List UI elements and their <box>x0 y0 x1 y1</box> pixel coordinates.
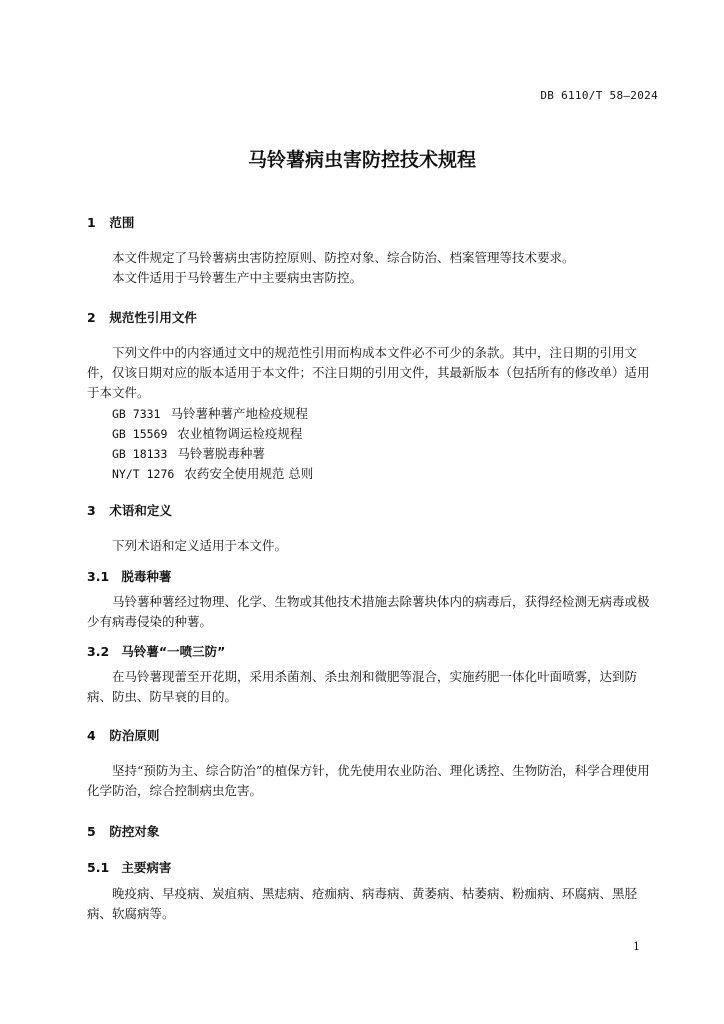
section-5-heading <box>87 822 159 840</box>
reference-code: NY/T 1276 <box>112 467 175 481</box>
term-title: 马铃薯“一喷三防” <box>121 644 226 659</box>
section-3-paragraph-1: 下列术语和定义适用于本文件。 <box>112 538 288 553</box>
section-title: 防控对象 <box>109 824 160 839</box>
standard-code: DB 6110/T 58—2024 <box>540 89 658 102</box>
section-number: 3 <box>87 503 96 518</box>
reference-item <box>112 424 302 442</box>
section-title: 规范性引用文件 <box>109 310 197 325</box>
reference-item <box>112 464 313 482</box>
section-number: 1 <box>87 215 96 230</box>
section-2-paragraph-1: 下列文件中的内容通过文中的规范性引用而构成本文件必不可少的条款。其中，注日期的引用文件，仅该日期对应的版本适用于本文件；不注日期的引用文件，其最新版本（包括所有的修改单）适用于本文件。 <box>87 345 650 400</box>
section-1-heading <box>87 213 134 231</box>
term-3-2-heading <box>87 642 225 660</box>
reference-item <box>112 404 308 422</box>
section-1-paragraph-2: 本文件适用于马铃薯生产中主要病虫害防控。 <box>112 270 363 285</box>
term-number: 3.2 <box>87 644 110 659</box>
section-title: 范围 <box>109 215 135 230</box>
subsection-number: 5.1 <box>87 860 110 875</box>
reference-code: GB 15569 <box>112 427 168 441</box>
section-1-paragraph-1: 本文件规定了马铃薯病虫害防控原则、防控对象、综合防治、档案管理等技术要求。 <box>112 250 575 265</box>
reference-code: GB 18133 <box>112 447 168 461</box>
reference-code: GB 7331 <box>112 407 161 421</box>
reference-name: 马铃薯种薯产地检疫规程 <box>170 406 308 421</box>
subsection-5-1-heading <box>87 858 171 876</box>
term-3-1-heading <box>87 567 171 585</box>
reference-item <box>112 444 265 462</box>
section-title: 术语和定义 <box>109 503 172 518</box>
reference-name: 马铃薯脱毒种薯 <box>177 446 265 461</box>
page-number: 1 <box>633 940 640 953</box>
term-number: 3.1 <box>87 569 110 584</box>
reference-name: 农药安全使用规范 总则 <box>184 466 314 481</box>
section-number: 4 <box>87 728 96 743</box>
section-3-heading <box>87 501 172 519</box>
section-4-paragraph-1: 坚持“预防为主、综合防治”的植保方针，优先使用农业防治、理化诱控、生物防治，科学合理使用化学防治，综合控制病虫危害。 <box>87 763 650 798</box>
section-4-heading <box>87 726 159 744</box>
term-3-1-definition: 马铃薯种薯经过物理、化学、生物或其他技术措施去除薯块体内的病毒后，获得经检测无病毒或极少有病毒侵染的种薯。 <box>87 594 650 629</box>
section-title: 防治原则 <box>109 728 160 743</box>
section-number: 5 <box>87 824 96 839</box>
document-title: 马铃薯病虫害防控技术规程 <box>247 149 476 171</box>
section-number: 2 <box>87 310 96 325</box>
subsection-5-1-paragraph: 晚疫病、早疫病、炭疽病、黑痣病、疮痂病、病毒病、黄萎病、枯萎病、粉痂病、环腐病、黑胫病、软腐病等。 <box>87 886 638 921</box>
term-title: 脱毒种薯 <box>121 569 172 584</box>
section-2-heading <box>87 308 197 326</box>
term-3-2-definition: 在马铃薯现蕾至开花期，采用杀菌剂、杀虫剂和微肥等混合，实施药肥一体化叶面喷雾，达到防病、防虫、防早衰的目的。 <box>87 669 638 704</box>
reference-name: 农业植物调运检疫规程 <box>177 426 303 441</box>
subsection-title: 主要病害 <box>121 860 172 875</box>
